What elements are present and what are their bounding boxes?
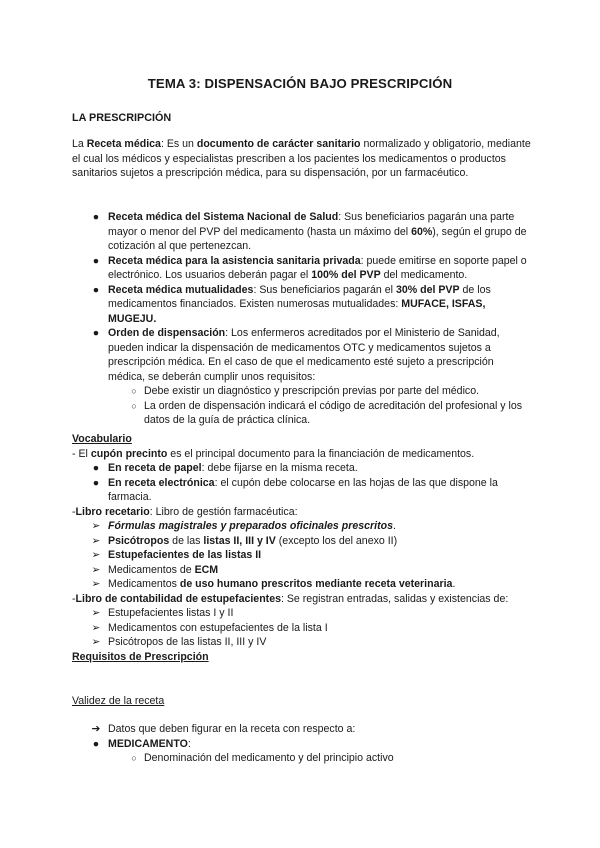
item-text: : debe fijarse en la misma receta. [201,462,358,474]
circle-bullet-icon: ○ [131,400,137,411]
arrowhead-icon: ➢ [91,578,101,590]
arrow-icon: ➔ [91,723,101,735]
item-bold: En receta electrónica [108,476,215,489]
libro-recetario-line [72,505,534,520]
item-text: : el cupón debe colocarse en las hojas de las que dispone la farmacia. [108,476,498,503]
bullet-icon: ● [92,283,100,296]
item-text: Medicamentos con estupefacientes de la lista I [108,621,328,634]
contabilidad-list [72,606,534,650]
sub-item-text: Debe existir un diagnóstico y prescripción previas por parte del médico. [144,385,480,397]
sub-item [131,384,533,399]
cupon-text: es el principal documento para la financiación de medicamentos. [167,447,475,460]
item-bold: Receta médica mutualidades [108,283,254,296]
item-text: Datos que deben figurar en la receta con respecto a: [108,723,356,735]
receta-types-list [92,210,533,428]
page-title: TEMA 3: DISPENSACIÓN BAJO PRESCRIPCIÓN [147,76,453,91]
item-bold: 60% [411,225,433,238]
list-item-medicamento [92,737,533,766]
libro-recetario-text: : Libro de gestión farmacéutica: [149,505,298,518]
sub-item-text: La orden de dispensación indicará el código de acreditación del profesional y los datos de la guía de práctica clínica. [144,399,523,426]
validez-heading [72,694,532,709]
item-text: . [452,578,456,590]
item-text: . [392,520,396,532]
item-text: : Sus beneficiarios pagarán una parte mayor o menor del PVP del medicamento (hasta un máximo del [108,211,515,238]
sub-item [131,399,533,428]
item-text: de los medicamentos financiados. Existen numerosas mutualidades: [108,283,491,310]
requisitos-heading-text: Requisitos de Prescripción [72,650,209,663]
list-item-sns [92,210,533,254]
item-text: Psicótropos de las listas II, III y IV [108,636,267,648]
intro-text: La [72,138,87,150]
item-bold: Psicótropos [108,534,170,547]
arrowhead-icon: ➢ [91,549,101,561]
item-text: : [187,737,191,750]
vocabulario-heading-text: Vocabulario [72,433,132,445]
item-bold: ECM [194,563,219,576]
list-item-ecm [91,563,534,578]
item-bold: MUFACE, ISFAS, MUGEJU. [108,298,486,325]
libro-contabilidad-bold: Libro de contabilidad de estupefacientes [75,592,281,605]
sub-list [108,384,533,428]
list-item-electronica [92,476,534,505]
cupon-text: - El [72,447,91,460]
vocabulario-section [72,432,534,664]
item-text: Medicamentos [108,578,180,590]
list-item-orden [92,326,533,428]
circle-bullet-icon: ○ [131,753,137,763]
requisitos-list [91,722,533,766]
sub-item [131,751,533,766]
item-bold: 30% del PVP [395,283,460,296]
list-item-papel [92,461,534,476]
bullet-icon: ● [92,211,100,223]
list-item-contab [91,635,534,650]
cupon-bold: cupón precinto [90,447,168,460]
dash-text: - [72,592,76,605]
list-item-formulas [91,519,534,534]
sub-item-text: Denominación del medicamento y del principio activo [144,752,394,764]
item-text: ), según el grupo de cotización al que pertenezcan. [108,225,527,252]
bullet-icon: ● [92,254,100,267]
list-item-estupefacientes [91,548,534,563]
arrowhead-icon: ➢ [91,636,101,648]
item-text: Estupefacientes listas I y II [108,607,234,619]
validez-heading-text: Validez de la receta [72,695,165,707]
list-item-datos [91,722,533,737]
bullet-icon: ● [92,327,100,339]
list-item-mutualidades [92,283,533,327]
cupon-paragraph [72,447,534,462]
item-text: : puede emitirse en soporte papel o electrónico. Los usuarios deberán pagar el [108,254,527,281]
intro-text: normalizado y obligatorio, mediante el cual los médicos y especialistas prescriben a los pacientes los medicamentos o productos sanitarios sujetos a prescripción médica, para su dispensación, por un farmacéutico. [72,138,531,179]
item-text: : Los enfermeros acreditados por el Ministerio de Sanidad, pueden indicar la dispensación de medicamentos OTC y medicamentos sujetos a prescripción médica. En el caso de que el medicamento esté sujeto a prescripción médica, se deberán cumplir unos requisitos: [108,327,500,383]
bullet-icon: ● [92,476,100,489]
item-text: del medicamento. [380,269,468,281]
item-bold-italic: Fórmulas magistrales y preparados oficinales prescritos [108,520,393,532]
item-bold: de uso humano prescritos mediante receta veterinaria [179,578,453,590]
item-bold: Receta médica del Sistema Nacional de Salud [108,211,339,223]
list-item-psicotropos [91,534,534,549]
item-bold: Receta médica para la asistencia sanitaria privada [108,254,361,267]
list-item-privada [92,254,533,283]
list-item-veterinaria [91,577,534,592]
item-text: (excepto los del anexo II) [275,534,398,547]
arrowhead-icon: ➢ [91,520,101,532]
libro-contabilidad-text: : Se registran entradas, salidas y existencias de: [280,592,509,605]
dash-text: - [72,505,76,518]
item-bold: Estupefacientes de las listas II [108,549,262,561]
arrowhead-icon: ➢ [91,534,101,547]
arrowhead-icon: ➢ [91,563,101,576]
item-bold: En receta de papel [108,462,202,474]
intro-bold-receta: Receta médica [86,138,161,150]
circle-bullet-icon: ○ [131,386,137,396]
libro-recetario-bold: Libro recetario [75,505,150,518]
item-bold: MEDICAMENTO [108,737,188,750]
section-heading-prescripcion: LA PRESCRIPCIÓN [72,112,172,124]
arrowhead-icon: ➢ [91,607,101,619]
requisitos-heading [72,650,534,665]
libro-contabilidad-line [72,592,534,607]
cupon-list [72,461,534,505]
item-bold: Orden de dispensación [108,327,226,339]
list-item-contab [91,606,534,621]
item-text: de las [169,534,204,547]
vocabulario-heading [72,432,534,447]
bullet-icon: ● [92,462,100,474]
intro-paragraph [72,137,532,181]
item-bold: 100% del PVP [311,269,381,281]
recetario-list [72,519,534,592]
bullet-icon: ● [92,737,100,750]
intro-bold-documento: documento de carácter sanitario [196,138,361,150]
arrowhead-icon: ➢ [91,621,101,634]
item-text: : Sus beneficiarios pagarán el [253,283,396,296]
item-bold: listas II, III y IV [203,534,276,547]
list-item-contab [91,621,534,636]
intro-text: : Es un [160,138,197,150]
sub-list [108,751,533,766]
item-text: Medicamentos de [108,563,195,576]
